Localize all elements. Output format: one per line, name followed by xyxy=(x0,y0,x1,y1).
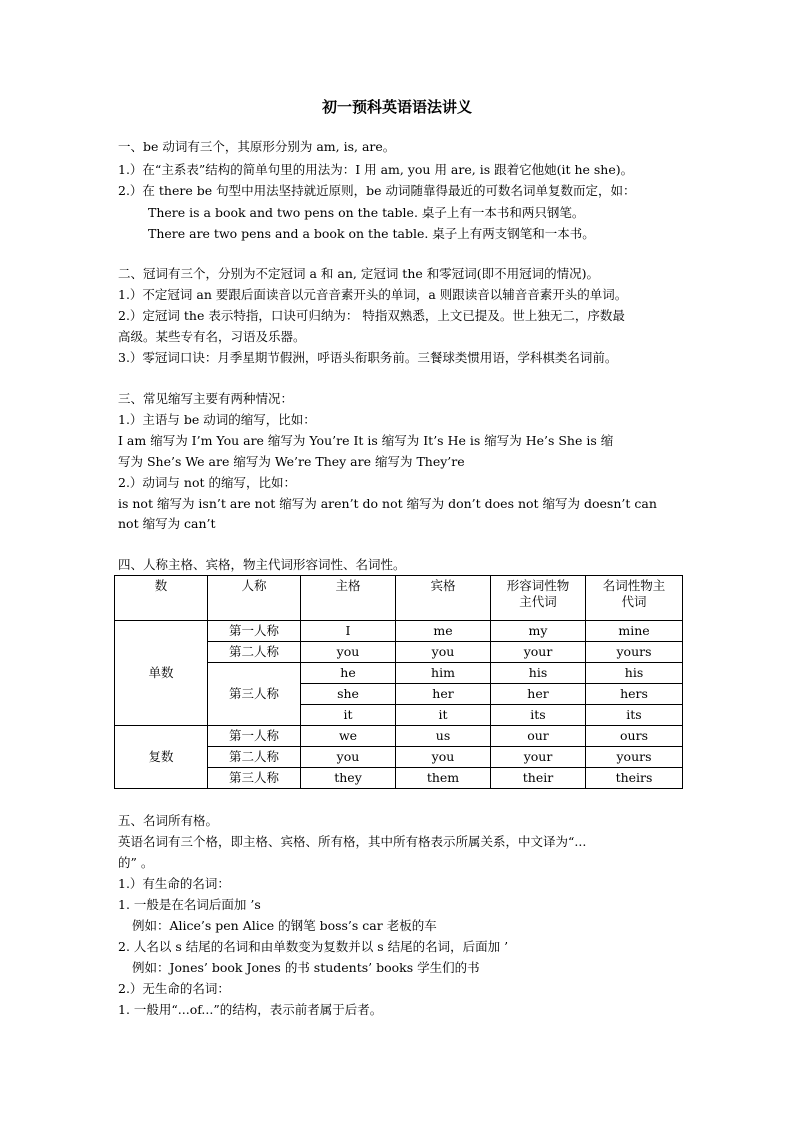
table-cell: its xyxy=(586,705,683,726)
section-5-line-7: 2.）无生命的名词： xyxy=(118,981,230,996)
table-cell: your xyxy=(491,747,586,768)
header-subjective: 主格 xyxy=(301,576,396,621)
section-3-line-2b: not 缩写为 can’t xyxy=(118,516,216,531)
person-label: 第一人称 xyxy=(208,621,301,642)
section-2-line-2a: 2.）定冠词 the 表示特指，口诀可归纳为： 特指双熟悉，上文已提及。世上独无二，序数最 xyxy=(118,308,625,323)
section-1-line-2: 2.）在 there be 句型中用法坚持就近原则，be 动词随靠得最近的可数名词单复数而定，如： xyxy=(118,183,636,198)
section-3-heading: 三、常见缩写主要有两种情况： xyxy=(118,391,294,406)
person-label: 第一人称 xyxy=(208,726,301,747)
section-2-line-2b: 高级。某些专有名，习语及乐器。 xyxy=(118,329,306,344)
table-cell: it xyxy=(301,705,396,726)
pronoun-table xyxy=(114,575,683,789)
header-adjective-possessive: 形容词性物 主代词 xyxy=(491,576,586,621)
table-cell: her xyxy=(396,684,491,705)
table-cell: theirs xyxy=(586,768,683,789)
section-5-line-4: 例如：Alice’s pen Alice 的钢笔 boss’s car 老板的车 xyxy=(132,918,437,933)
table-cell: he xyxy=(301,663,396,684)
table-cell: them xyxy=(396,768,491,789)
table-cell: you xyxy=(396,747,491,768)
table-cell: she xyxy=(301,684,396,705)
section-5-line-1b: 的” 。 xyxy=(118,855,154,870)
table-cell: his xyxy=(586,663,683,684)
table-cell: mine xyxy=(586,621,683,642)
section-3-line-1b: 写为 She’s We are 缩写为 We’re They are 缩写为 They’re xyxy=(118,454,465,469)
table-header-row xyxy=(115,576,683,621)
table-row xyxy=(115,726,683,747)
header-number: 数 xyxy=(115,576,208,621)
section-3-line-2a: is not 缩写为 isn’t are not 缩写为 aren’t do not 缩写为 don’t does not 缩写为 doesn’t can xyxy=(118,496,657,511)
page-title: 初一预科英语语法讲义 xyxy=(321,98,472,116)
table-cell: they xyxy=(301,768,396,789)
table-cell: her xyxy=(491,684,586,705)
plural-label: 复数 xyxy=(115,726,208,789)
section-2-heading: 二、冠词有三个，分别为不定冠词 a 和 an, 定冠词 the 和零冠词(即不用冠词的情况)。 xyxy=(118,266,599,281)
header-objective: 宾格 xyxy=(396,576,491,621)
table-row xyxy=(115,621,683,642)
table-cell: it xyxy=(396,705,491,726)
table-cell: you xyxy=(301,642,396,663)
section-1-line-1: 1.）在“主系表”结构的简单句里的用法为：I 用 am, you 用 are, is 跟着它他她(it he she)。 xyxy=(118,162,634,177)
table-cell: ours xyxy=(586,726,683,747)
section-2-line-1: 1.）不定冠词 an 要跟后面读音以元音音素开头的单词，a 则跟读音以辅音音素开头的单词。 xyxy=(118,287,628,302)
table-cell: yours xyxy=(586,747,683,768)
section-2-line-3: 3.）零冠词口诀：月季星期节假洲，呼语头衔职务前。三餐球类惯用语，学科棋类名词前。 xyxy=(118,350,618,365)
table-cell: you xyxy=(396,642,491,663)
header-person: 人称 xyxy=(208,576,301,621)
table-cell: hers xyxy=(586,684,683,705)
person-label: 第二人称 xyxy=(208,642,301,663)
section-5-heading: 五、名词所有格。 xyxy=(118,813,219,828)
section-3-line-1: 1.）主语与 be 动词的缩写，比如： xyxy=(118,412,316,427)
table-cell: me xyxy=(396,621,491,642)
person-label: 第三人称 xyxy=(208,768,301,789)
table-cell: your xyxy=(491,642,586,663)
table-cell: their xyxy=(491,768,586,789)
table-cell: you xyxy=(301,747,396,768)
singular-label: 单数 xyxy=(115,621,208,726)
section-3-line-2: 2.）动词与 not 的缩写，比如： xyxy=(118,475,296,490)
section-5-line-1a: 英语名词有三个格，即主格、宾格、所有格，其中所有格表示所属关系，中文译为“... xyxy=(118,834,587,849)
section-5-line-2: 1.）有生命的名词： xyxy=(118,876,230,891)
table-cell: I xyxy=(301,621,396,642)
table-cell: my xyxy=(491,621,586,642)
section-5-line-3: 1. 一般是在名词后面加 ’s xyxy=(118,897,261,912)
table-cell: its xyxy=(491,705,586,726)
section-5-line-8: 1. 一般用“...of...”的结构，表示前者属于后者。 xyxy=(118,1002,383,1017)
person-label: 第二人称 xyxy=(208,747,301,768)
section-4-heading: 四、人称主格、宾格，物主代词形容词性、名词性。 xyxy=(118,557,406,572)
header-noun-possessive: 名词性物主 代词 xyxy=(586,576,683,621)
table-cell: we xyxy=(301,726,396,747)
section-5-line-5: 2. 人名以 s 结尾的名词和由单数变为复数并以 s 结尾的名词，后面加 ’ xyxy=(118,939,509,954)
section-1-example-2: There are two pens and a book on the table. 桌子上有两支钢笔和一本书。 xyxy=(148,226,595,241)
table-cell: our xyxy=(491,726,586,747)
section-1-example-1: There is a book and two pens on the table. 桌子上有一本书和两只钢笔。 xyxy=(148,205,585,220)
section-5-line-6: 例如：Jones’ book Jones 的书 students’ books 学生们的书 xyxy=(132,960,480,975)
table-cell: his xyxy=(491,663,586,684)
table-cell: him xyxy=(396,663,491,684)
section-1-heading: 一、be 动词有三个，其原形分别为 am, is, are。 xyxy=(118,139,396,154)
table-cell: us xyxy=(396,726,491,747)
section-3-line-1a: I am 缩写为 I’m You are 缩写为 You’re It is 缩写为 It’s He is 缩写为 He’s She is 缩 xyxy=(118,433,614,448)
person-label: 第三人称 xyxy=(208,663,301,726)
table-cell: yours xyxy=(586,642,683,663)
